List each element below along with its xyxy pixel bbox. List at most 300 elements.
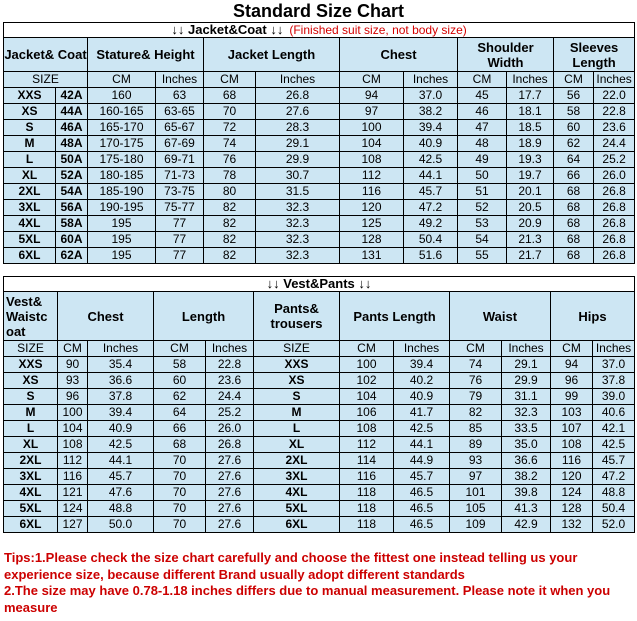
table-cell: 18.5 (507, 120, 554, 136)
unit-inches: Inches (593, 341, 635, 357)
table-cell: 30.7 (256, 168, 340, 184)
table-cell: 17.7 (507, 88, 554, 104)
table-cell: L (4, 421, 58, 437)
table-cell: 101 (450, 485, 502, 501)
table-cell: 55 (458, 248, 507, 264)
table-cell: 38.2 (404, 104, 458, 120)
table-cell: 56A (56, 200, 88, 216)
table-cell: 39.8 (502, 485, 551, 501)
table-cell: 118 (340, 485, 394, 501)
table-cell: 27.6 (206, 453, 254, 469)
table-cell: 96 (58, 389, 88, 405)
table-cell: 54A (56, 184, 88, 200)
table-cell: 71-73 (156, 168, 204, 184)
table-cell: 23.6 (594, 120, 635, 136)
table-cell: 19.7 (507, 168, 554, 184)
table-cell: 37.0 (404, 88, 458, 104)
table-cell: 124 (551, 485, 593, 501)
table-cell: 42.5 (394, 421, 450, 437)
table-cell: 36.6 (88, 373, 154, 389)
table-cell: 77 (156, 248, 204, 264)
table-cell: 116 (58, 469, 88, 485)
table-row (4, 405, 635, 421)
table-cell: 170-175 (88, 136, 156, 152)
table-cell: 118 (340, 501, 394, 517)
table-cell: 27.6 (206, 469, 254, 485)
table-cell: 21.3 (507, 232, 554, 248)
table-cell: 37.0 (593, 357, 635, 373)
table-row (4, 184, 635, 200)
table-cell: 70 (154, 517, 206, 533)
table-cell: 78 (204, 168, 256, 184)
table-row (4, 200, 635, 216)
table-row (4, 152, 635, 168)
table-cell: 44.1 (404, 168, 458, 184)
table-cell: 85 (450, 421, 502, 437)
table-cell: 116 (551, 453, 593, 469)
unit-cm: CM (551, 341, 593, 357)
table-cell: 51 (458, 184, 507, 200)
header-pants-trousers: Pants& trousers (254, 292, 340, 341)
table-cell: 39.4 (394, 357, 450, 373)
table-cell: 46.5 (394, 501, 450, 517)
header-vest-chest: Chest (58, 292, 154, 341)
table-cell: 50.0 (88, 517, 154, 533)
table-cell: 23.6 (206, 373, 254, 389)
jacket-size-table (3, 22, 635, 264)
table-cell: 96 (551, 373, 593, 389)
table-cell: 42.9 (502, 517, 551, 533)
table-row (4, 373, 635, 389)
unit-inches: Inches (394, 341, 450, 357)
table-cell: 68 (154, 437, 206, 453)
table-cell: 35.0 (502, 437, 551, 453)
unit-size: SIZE (254, 341, 340, 357)
unit-cm: CM (88, 72, 156, 88)
table-cell: 60A (56, 232, 88, 248)
table-cell: 50.4 (404, 232, 458, 248)
table-cell: 70 (154, 469, 206, 485)
table-cell: 68 (554, 232, 594, 248)
table-cell: 77 (156, 232, 204, 248)
unit-cm: CM (554, 72, 594, 88)
table-cell: 36.6 (502, 453, 551, 469)
unit-cm: CM (340, 72, 404, 88)
table-cell: 28.3 (256, 120, 340, 136)
table-cell: 104 (340, 136, 404, 152)
table-cell: 63 (156, 88, 204, 104)
table-cell: 112 (340, 168, 404, 184)
table-cell: 195 (88, 216, 156, 232)
table-cell: 26.0 (594, 168, 635, 184)
table-cell: 26.8 (256, 88, 340, 104)
unit-inches: Inches (156, 72, 204, 88)
unit-size: SIZE (4, 72, 88, 88)
table-cell: 37.8 (593, 373, 635, 389)
table-cell: 72 (204, 120, 256, 136)
table-cell: 165-170 (88, 120, 156, 136)
table-cell: 45.7 (404, 184, 458, 200)
header-jacket-length: Jacket Length (204, 38, 340, 72)
table-cell: 102 (340, 373, 394, 389)
table-cell: 108 (551, 437, 593, 453)
table-cell: 74 (450, 357, 502, 373)
table-cell: 29.9 (256, 152, 340, 168)
table-cell: 25.2 (206, 405, 254, 421)
table-cell: 76 (450, 373, 502, 389)
table-cell: 32.3 (256, 200, 340, 216)
table-row (4, 168, 635, 184)
table-cell: XS (4, 373, 58, 389)
table-cell: 51.6 (404, 248, 458, 264)
table-cell: 112 (340, 437, 394, 453)
unit-inches: Inches (404, 72, 458, 88)
table-cell: 103 (551, 405, 593, 421)
table-cell: 118 (340, 517, 394, 533)
table-cell: 33.5 (502, 421, 551, 437)
table-cell: 47.6 (88, 485, 154, 501)
table-cell: 44.9 (394, 453, 450, 469)
table-cell: 46 (458, 104, 507, 120)
table-cell: 124 (58, 501, 88, 517)
table-cell: 82 (450, 405, 502, 421)
table-cell: 2XL (254, 453, 340, 469)
table-cell: 60 (554, 120, 594, 136)
table-cell: 27.6 (206, 501, 254, 517)
table-cell: 19.3 (507, 152, 554, 168)
jacket-section-label: ↓↓ Jacket&Coat ↓↓ (171, 22, 284, 37)
table-cell: 89 (450, 437, 502, 453)
table-cell: 50A (56, 152, 88, 168)
vest-pants-size-table (3, 276, 635, 533)
unit-cm: CM (154, 341, 206, 357)
table-cell: 97 (340, 104, 404, 120)
table-cell: 41.3 (502, 501, 551, 517)
tip-2: 2.The size may have 0.78-1.18 inches differs due to manual measurement. Please note it when you measure (4, 583, 611, 615)
table-cell: 64 (154, 405, 206, 421)
table-cell: 70 (154, 501, 206, 517)
table-cell: 64 (554, 152, 594, 168)
table-cell: 53 (458, 216, 507, 232)
finished-size-note: (Finished suit size, not body size) (289, 23, 467, 37)
table-cell: 40.9 (404, 136, 458, 152)
table-cell: 41.7 (394, 405, 450, 421)
table-cell: 52A (56, 168, 88, 184)
table-cell: 49.2 (404, 216, 458, 232)
table-cell: 58 (554, 104, 594, 120)
table-cell: 4XL (4, 485, 58, 501)
table-cell: 40.6 (593, 405, 635, 421)
table-cell: 3XL (4, 469, 58, 485)
table-cell: 107 (551, 421, 593, 437)
table-cell: 54 (458, 232, 507, 248)
table-cell: 66 (554, 168, 594, 184)
table-cell: 93 (58, 373, 88, 389)
table-cell: 4XL (254, 485, 340, 501)
table-cell: 68 (204, 88, 256, 104)
vest-unit-row (4, 341, 635, 357)
table-row (4, 485, 635, 501)
table-cell: 32.3 (256, 216, 340, 232)
table-cell: 37.8 (88, 389, 154, 405)
table-cell: S (254, 389, 340, 405)
table-cell: S (4, 120, 56, 136)
table-cell: XXS (4, 88, 56, 104)
table-cell: 26.8 (594, 248, 635, 264)
table-cell: M (4, 136, 56, 152)
table-row (4, 501, 635, 517)
table-cell: 104 (340, 389, 394, 405)
table-cell: 42A (56, 88, 88, 104)
table-cell: 21.7 (507, 248, 554, 264)
table-cell: 62A (56, 248, 88, 264)
table-cell: 6XL (254, 517, 340, 533)
table-cell: 52.0 (593, 517, 635, 533)
table-cell: 22.8 (206, 357, 254, 373)
table-cell: 47.2 (404, 200, 458, 216)
table-cell: 22.8 (594, 104, 635, 120)
table-cell: 90 (58, 357, 88, 373)
table-cell: 175-180 (88, 152, 156, 168)
table-cell: 60 (154, 373, 206, 389)
table-cell: L (254, 421, 340, 437)
table-cell: 39.4 (88, 405, 154, 421)
table-cell: 67-69 (156, 136, 204, 152)
table-cell: 42.1 (593, 421, 635, 437)
table-cell: 47.2 (593, 469, 635, 485)
table-cell: XL (254, 437, 340, 453)
vest-section-title (4, 277, 635, 292)
table-cell: 27.6 (206, 517, 254, 533)
table-cell: XXS (4, 357, 58, 373)
table-cell: 50.4 (593, 501, 635, 517)
table-cell: 2XL (4, 184, 56, 200)
table-cell: 31.5 (256, 184, 340, 200)
table-cell: 27.6 (206, 485, 254, 501)
table-cell: 20.5 (507, 200, 554, 216)
table-cell: 116 (340, 469, 394, 485)
table-cell: 100 (340, 357, 394, 373)
table-cell: 48.8 (593, 485, 635, 501)
table-cell: 6XL (4, 517, 58, 533)
table-cell: 108 (340, 152, 404, 168)
table-cell: 40.9 (88, 421, 154, 437)
table-cell: 48A (56, 136, 88, 152)
table-cell: 109 (450, 517, 502, 533)
table-cell: 58 (154, 357, 206, 373)
table-cell: 26.8 (594, 184, 635, 200)
table-cell: 195 (88, 248, 156, 264)
table-cell: 99 (551, 389, 593, 405)
table-cell: 46A (56, 120, 88, 136)
table-cell: 18.1 (507, 104, 554, 120)
table-cell: 75-77 (156, 200, 204, 216)
unit-cm: CM (340, 341, 394, 357)
table-row (4, 357, 635, 373)
table-cell: 94 (551, 357, 593, 373)
table-cell: 104 (58, 421, 88, 437)
table-cell: 24.4 (206, 389, 254, 405)
table-cell: 82 (204, 200, 256, 216)
table-cell: 82 (204, 248, 256, 264)
table-cell: 108 (58, 437, 88, 453)
table-cell: 70 (154, 485, 206, 501)
table-cell: 18.9 (507, 136, 554, 152)
table-cell: 45.7 (593, 453, 635, 469)
table-cell: 94 (340, 88, 404, 104)
unit-inches: Inches (256, 72, 340, 88)
table-cell: 73-75 (156, 184, 204, 200)
table-cell: 20.9 (507, 216, 554, 232)
unit-cm: CM (450, 341, 502, 357)
unit-inches: Inches (206, 341, 254, 357)
table-cell: 97 (450, 469, 502, 485)
unit-inches: Inches (507, 72, 554, 88)
table-cell: 20.1 (507, 184, 554, 200)
table-cell: 70 (204, 104, 256, 120)
header-vest-length: Length (154, 292, 254, 341)
table-cell: 74 (204, 136, 256, 152)
table-cell: 50 (458, 168, 507, 184)
table-cell: 68 (554, 216, 594, 232)
table-row (4, 437, 635, 453)
table-cell: L (4, 152, 56, 168)
table-cell: 4XL (4, 216, 56, 232)
table-row (4, 517, 635, 533)
table-cell: 32.3 (256, 232, 340, 248)
table-cell: 125 (340, 216, 404, 232)
table-cell: 39.4 (404, 120, 458, 136)
chart-title: Standard Size Chart (232, 1, 405, 21)
table-row (4, 469, 635, 485)
unit-size: SIZE (4, 341, 58, 357)
table-cell: 180-185 (88, 168, 156, 184)
table-cell: 48 (458, 136, 507, 152)
table-cell: 42.5 (404, 152, 458, 168)
table-cell: 112 (58, 453, 88, 469)
table-cell: 47 (458, 120, 507, 136)
table-cell: M (254, 405, 340, 421)
table-cell: 29.9 (502, 373, 551, 389)
table-row (4, 120, 635, 136)
unit-inches: Inches (594, 72, 635, 88)
table-cell: 132 (551, 517, 593, 533)
table-row (4, 88, 635, 104)
table-cell: 32.3 (502, 405, 551, 421)
table-cell: 5XL (4, 501, 58, 517)
header-jacket-coat: Jacket& Coat (4, 38, 88, 72)
table-cell: 62 (554, 136, 594, 152)
table-cell: 121 (58, 485, 88, 501)
table-cell: 62 (154, 389, 206, 405)
table-row (4, 248, 635, 264)
table-cell: XS (254, 373, 340, 389)
table-cell: S (4, 389, 58, 405)
table-cell: 44.1 (88, 453, 154, 469)
table-cell: 45.7 (394, 469, 450, 485)
table-row (4, 136, 635, 152)
table-cell: 52 (458, 200, 507, 216)
table-cell: XXS (254, 357, 340, 373)
header-stature-height: Stature& Height (88, 38, 204, 72)
table-cell: 77 (156, 216, 204, 232)
header-sleeves-length: Sleeves Length (554, 38, 635, 72)
table-cell: XL (4, 168, 56, 184)
table-cell: 131 (340, 248, 404, 264)
table-cell: 116 (340, 184, 404, 200)
table-cell: 31.1 (502, 389, 551, 405)
table-cell: 45 (458, 88, 507, 104)
table-cell: 40.9 (394, 389, 450, 405)
table-cell: 26.8 (594, 232, 635, 248)
table-cell: 128 (551, 501, 593, 517)
table-cell: 32.3 (256, 248, 340, 264)
table-cell: 48.8 (88, 501, 154, 517)
table-cell: 5XL (4, 232, 56, 248)
table-cell: 29.1 (256, 136, 340, 152)
table-cell: 2XL (4, 453, 58, 469)
table-cell: 106 (340, 405, 394, 421)
table-row (4, 453, 635, 469)
table-row (4, 216, 635, 232)
table-cell: 25.2 (594, 152, 635, 168)
table-cell: 114 (340, 453, 394, 469)
table-cell: 5XL (254, 501, 340, 517)
table-cell: 26.8 (594, 216, 635, 232)
table-cell: 66 (154, 421, 206, 437)
table-cell: M (4, 405, 58, 421)
table-cell: 100 (58, 405, 88, 421)
table-cell: 68 (554, 184, 594, 200)
table-cell: 105 (450, 501, 502, 517)
table-cell: XS (4, 104, 56, 120)
table-cell: 27.6 (256, 104, 340, 120)
table-cell: 160 (88, 88, 156, 104)
table-cell: 26.8 (594, 200, 635, 216)
table-cell: 44.1 (394, 437, 450, 453)
table-cell: 49 (458, 152, 507, 168)
table-cell: 26.0 (206, 421, 254, 437)
table-cell: 190-195 (88, 200, 156, 216)
table-cell: 42.5 (88, 437, 154, 453)
table-row (4, 104, 635, 120)
table-cell: 3XL (254, 469, 340, 485)
table-row (4, 232, 635, 248)
unit-cm: CM (204, 72, 256, 88)
vest-section-label: ↓↓ Vest&Pants ↓↓ (266, 276, 372, 291)
table-row (4, 421, 635, 437)
table-cell: 38.2 (502, 469, 551, 485)
jacket-section-title (4, 23, 635, 38)
table-cell: 128 (340, 232, 404, 248)
table-cell: 160-165 (88, 104, 156, 120)
table-cell: 82 (204, 232, 256, 248)
table-cell: 69-71 (156, 152, 204, 168)
table-cell: 68 (554, 248, 594, 264)
table-cell: 56 (554, 88, 594, 104)
tips-block (4, 550, 634, 616)
table-cell: 46.5 (394, 485, 450, 501)
table-cell: 26.8 (206, 437, 254, 453)
table-cell: XL (4, 437, 58, 453)
tip-1: Tips:1.Please check the size chart carefully and choose the fittest one instead telling us your experience size, because different Brand usually adopt different standards (4, 550, 578, 582)
table-cell: 44A (56, 104, 88, 120)
table-cell: 127 (58, 517, 88, 533)
table-cell: 3XL (4, 200, 56, 216)
table-cell: 63-65 (156, 104, 204, 120)
header-hips: Hips (551, 292, 635, 341)
table-cell: 39.0 (593, 389, 635, 405)
